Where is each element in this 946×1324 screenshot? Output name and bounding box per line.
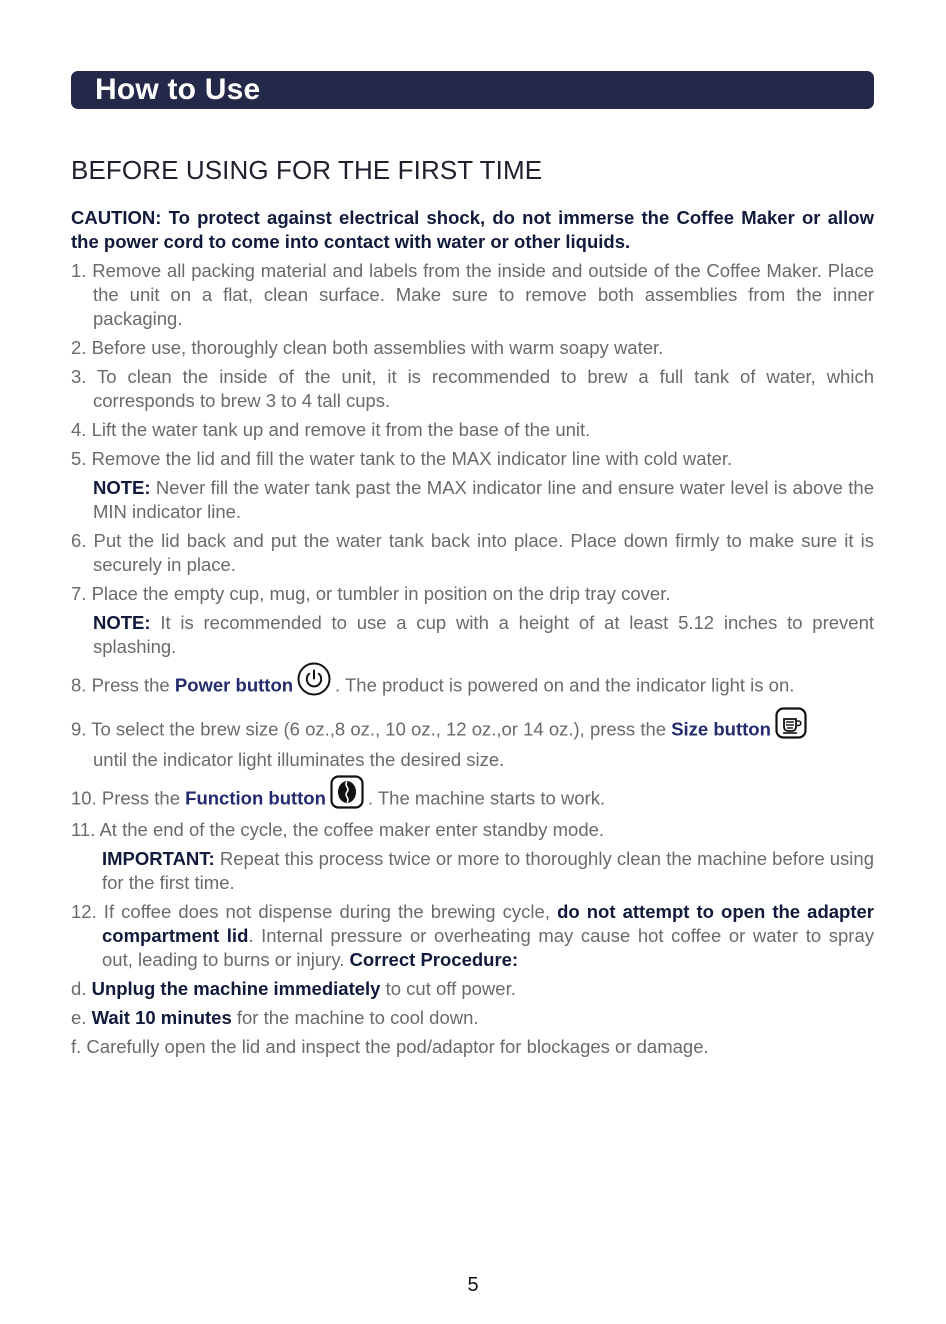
power-icon bbox=[297, 662, 331, 707]
substep-d-bold: Unplug the machine immediately bbox=[91, 978, 381, 999]
note-label: NOTE: bbox=[93, 612, 151, 633]
correct-procedure-label: Correct Procedure: bbox=[349, 949, 519, 970]
power-button-label: Power button bbox=[174, 674, 294, 696]
size-button-label: Size button bbox=[671, 718, 771, 740]
step-11: 11. At the end of the cycle, the coffee maker enter standby mode. bbox=[71, 819, 605, 840]
step-9-continued: until the indicator light illuminates the desired size. bbox=[93, 749, 505, 770]
step-2: 2. Before use, thoroughly clean both assemblies with warm soapy water. bbox=[71, 337, 664, 358]
substep-e-prefix: e. bbox=[71, 1007, 92, 1028]
step-12-text: 12. If coffee does not dispense during the brewing cycle, bbox=[71, 901, 558, 922]
page-heading: How to Use bbox=[95, 73, 261, 106]
section-title: BEFORE USING FOR THE FIRST TIME bbox=[71, 155, 543, 185]
note-label: NOTE: bbox=[93, 477, 151, 498]
note-text: It is recommended to use a cup with a height of at least 5.12 inches to prevent splashing. bbox=[93, 612, 874, 657]
step-12-detail: . Internal pressure or overheating may cause hot coffee or water to spray out, leading to burns or injury. bbox=[102, 925, 874, 970]
step-12-warning: do not attempt to open the adapter compartment lid bbox=[102, 901, 874, 946]
step-8 bbox=[71, 664, 874, 709]
step-10 bbox=[71, 777, 874, 822]
substep-e-text: for the machine to cool down. bbox=[231, 1007, 479, 1028]
substep-d-text: to cut off power. bbox=[380, 978, 516, 999]
step-10-after: . The machine starts to work. bbox=[367, 787, 606, 809]
important-text: Repeat this process twice or more to thoroughly clean the machine before using for the first time. bbox=[102, 848, 874, 893]
step-6: 6. Put the lid back and put the water tank back into place. Place down firmly to make sure it is securely in place. bbox=[71, 530, 874, 575]
coffee-bean-icon bbox=[330, 775, 364, 820]
step-9-text: 9. To select the brew size (6 oz.,8 oz., 10 oz., 12 oz.,or 14 oz.), press the bbox=[71, 718, 672, 740]
note-step-7 bbox=[93, 611, 874, 659]
substep-d-prefix: d. bbox=[71, 978, 92, 999]
substep-f: f. Carefully open the lid and inspect the pod/adaptor for blockages or damage. bbox=[71, 1036, 709, 1057]
step-4: 4. Lift the water tank up and remove it from the base of the unit. bbox=[71, 419, 591, 440]
header-banner bbox=[71, 71, 874, 109]
step-9 bbox=[71, 709, 874, 752]
note-text: Never fill the water tank past the MAX indicator line and ensure water level is above the MIN indicator line. bbox=[93, 477, 874, 522]
cup-size-icon bbox=[775, 707, 807, 750]
step-5: 5. Remove the lid and fill the water tank to the MAX indicator line with cold water. bbox=[71, 448, 733, 469]
step-10-text: 10. Press the bbox=[71, 787, 186, 809]
instructions bbox=[71, 206, 874, 1064]
important-label: IMPORTANT: bbox=[102, 848, 215, 869]
step-7: 7. Place the empty cup, mug, or tumbler in position on the drip tray cover. bbox=[71, 583, 671, 604]
step-3: 3. To clean the inside of the unit, it is recommended to brew a full tank of water, which corresponds to brew 3 to 4 tall cups. bbox=[71, 366, 874, 411]
step-1: 1. Remove all packing material and labels from the inside and outside of the Coffee Maker. Place the unit on a flat, clean surface. Make sure to remove both assemblies from the inner packaging. bbox=[71, 260, 874, 329]
function-button-label: Function button bbox=[185, 787, 326, 809]
caution-text: CAUTION: To protect against electrical shock, do not immerse the Coffee Maker or allow the power cord to come into contact with water or other liquids. bbox=[71, 207, 874, 252]
step-8-after: . The product is powered on and the indicator light is on. bbox=[335, 674, 795, 696]
page-number: 5 bbox=[467, 1274, 479, 1296]
important-note bbox=[102, 847, 874, 895]
step-8-text: 8. Press the bbox=[71, 674, 175, 696]
substep-d bbox=[71, 977, 874, 1001]
note-step-5 bbox=[93, 476, 874, 524]
substep-e bbox=[71, 1006, 874, 1030]
substep-e-bold: Wait 10 minutes bbox=[91, 1007, 232, 1028]
step-12 bbox=[71, 900, 874, 972]
